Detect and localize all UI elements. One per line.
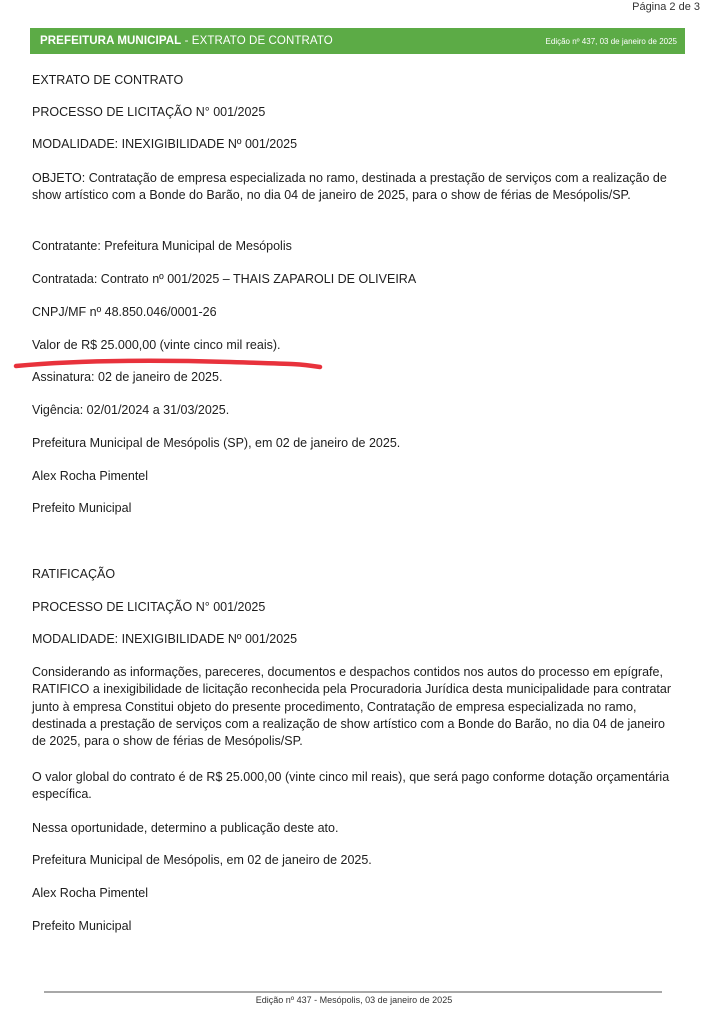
extrato-contratante: Contratante: Prefeitura Municipal de Mesópolis bbox=[32, 239, 292, 253]
banner-subtitle: - EXTRATO DE CONTRATO bbox=[181, 35, 333, 47]
ratificacao-processo: PROCESSO DE LICITAÇÃO N° 001/2025 bbox=[32, 600, 266, 614]
banner-title: PREFEITURA MUNICIPAL bbox=[40, 35, 182, 47]
extrato-heading: EXTRATO DE CONTRATO bbox=[32, 73, 184, 87]
extrato-modalidade: MODALIDADE: INEXIGIBILIDADE Nº 001/2025 bbox=[32, 137, 298, 151]
ratificacao-cargo: Prefeito Municipal bbox=[32, 919, 132, 933]
ratificacao-heading: RATIFICAÇÃO bbox=[32, 567, 116, 581]
page-number: Página 2 de 3 bbox=[632, 1, 700, 13]
footer-text: Edição nº 437 - Mesópolis, 03 de janeiro de 2025 bbox=[255, 995, 453, 1005]
extrato-valor: Valor de R$ 25.000,00 (vinte cinco mil reais). bbox=[32, 338, 281, 352]
ratificacao-considerando: Considerando as informações, pareceres, documentos e despachos contidos nos autos do processo em epígrafe, RATIFICO a inexigibilidade de licitação reconhecida pela Procuradoria Jurídica desta municipalidade para contratar junto à empresa Constitui objeto do presente procedimento, Contratação de empresa especializada no ramo, destinada a prestação de serviços com a realização de show artístico com a Bonde do Barão, no dia 04 de janeiro de 2025, para o show de férias de Mesópolis/SP. bbox=[32, 665, 672, 749]
extrato-cargo: Prefeito Municipal bbox=[32, 501, 132, 515]
extrato-assinatura: Assinatura: 02 de janeiro de 2025. bbox=[32, 370, 223, 384]
extrato-cnpj: CNPJ/MF nº 48.850.046/0001-26 bbox=[32, 305, 217, 319]
ratificacao-signatario: Alex Rocha Pimentel bbox=[32, 886, 149, 900]
extrato-contratada: Contratada: Contrato nº 001/2025 – THAIS ZAPAROLI DE OLIVEIRA bbox=[32, 272, 417, 286]
extrato-signatario: Alex Rocha Pimentel bbox=[32, 469, 149, 483]
ratificacao-modalidade: MODALIDADE: INEXIGIBILIDADE Nº 001/2025 bbox=[32, 632, 298, 646]
ratificacao-publicacao: Nessa oportunidade, determino a publicação deste ato. bbox=[32, 821, 339, 835]
banner-edition: Edição nº 437, 03 de janeiro de 2025 bbox=[545, 36, 677, 46]
extrato-objeto: OBJETO: Contratação de empresa especializada no ramo, destinada a prestação de serviços com a realização de show artístico com a Bonde do Barão, no dia 04 de janeiro de 2025, para o show de férias de Mesópolis/SP. bbox=[32, 171, 667, 203]
ratificacao-valor-global: O valor global do contrato é de R$ 25.000,00 (vinte cinco mil reais), que será pago conforme dotação orçamentária específica. bbox=[32, 770, 670, 802]
extrato-processo: PROCESSO DE LICITAÇÃO N° 001/2025 bbox=[32, 105, 266, 119]
extrato-local-data: Prefeitura Municipal de Mesópolis (SP), em 02 de janeiro de 2025. bbox=[32, 436, 401, 450]
ratificacao-local-data: Prefeitura Municipal de Mesópolis, em 02 de janeiro de 2025. bbox=[32, 853, 372, 867]
extrato-vigencia: Vigência: 02/01/2024 a 31/03/2025. bbox=[32, 403, 230, 417]
footer-divider bbox=[44, 991, 662, 993]
